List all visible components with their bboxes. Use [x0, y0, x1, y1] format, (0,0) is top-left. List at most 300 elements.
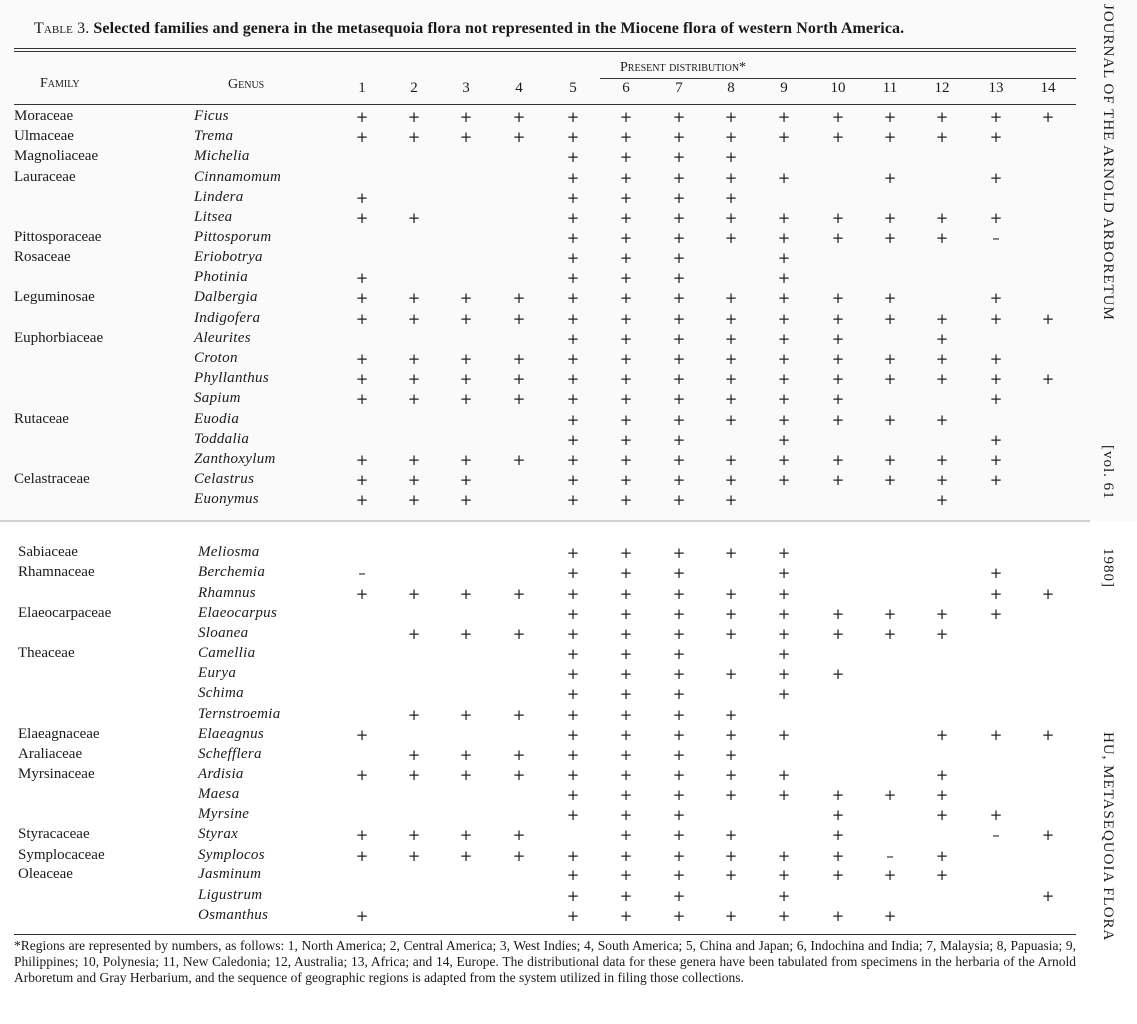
family-name: Euphorbiaceae [14, 330, 104, 346]
distribution-mark: + [407, 766, 421, 784]
distribution-mark: + [566, 706, 580, 724]
distribution-mark: + [459, 471, 473, 489]
distribution-mark: + [1041, 826, 1055, 844]
genus-name: Celastrus [194, 471, 255, 487]
distribution-mark: + [407, 390, 421, 408]
distribution-mark: + [777, 128, 791, 146]
genus-name: Euodia [194, 411, 240, 427]
distribution-mark: + [777, 269, 791, 287]
distribution-rule [600, 78, 1076, 79]
genus-header: Genus [228, 77, 265, 92]
genus-name: Euonymus [194, 491, 259, 507]
distribution-mark: + [672, 847, 686, 865]
distribution-mark: + [619, 806, 633, 824]
distribution-mark: + [724, 585, 738, 603]
genus-name: Phyllanthus [194, 370, 269, 386]
distribution-mark: + [566, 310, 580, 328]
distribution-mark: + [777, 350, 791, 368]
distribution-mark: + [777, 605, 791, 623]
distribution-mark: + [989, 585, 1003, 603]
distribution-mark: + [989, 108, 1003, 126]
distribution-mark: + [724, 491, 738, 509]
distribution-mark: + [989, 726, 1003, 744]
distribution-mark: + [566, 564, 580, 582]
distribution-mark: + [407, 706, 421, 724]
distribution-mark: + [777, 544, 791, 562]
distribution-mark: + [566, 866, 580, 884]
running-head-year: 1980] [1100, 548, 1116, 588]
distribution-mark: + [724, 209, 738, 227]
distribution-mark: + [777, 847, 791, 865]
distribution-header: Present distribution* [620, 60, 747, 75]
genus-name: Elaeagnus [198, 726, 265, 742]
distribution-mark: + [355, 826, 369, 844]
distribution-mark: + [619, 471, 633, 489]
distribution-mark: + [355, 907, 369, 925]
distribution-mark: + [831, 806, 845, 824]
distribution-mark: + [989, 390, 1003, 408]
column-header-14: 14 [1040, 80, 1056, 96]
column-header-1: 1 [358, 80, 366, 96]
family-name: Rhamnaceae [18, 564, 95, 580]
distribution-mark: + [459, 390, 473, 408]
family-header: Family [40, 76, 80, 91]
distribution-mark: + [883, 625, 897, 643]
distribution-mark: + [883, 209, 897, 227]
distribution-mark: + [724, 544, 738, 562]
distribution-mark: + [935, 605, 949, 623]
distribution-mark: + [566, 128, 580, 146]
distribution-mark: + [355, 491, 369, 509]
genus-name: Ternstroemia [198, 706, 281, 722]
distribution-mark: + [724, 370, 738, 388]
distribution-mark: + [777, 665, 791, 683]
genus-name: Eurya [198, 665, 237, 681]
distribution-mark: + [777, 209, 791, 227]
distribution-mark: + [512, 625, 526, 643]
distribution-mark: + [459, 451, 473, 469]
genus-name: Styrax [198, 826, 239, 842]
distribution-mark: + [355, 269, 369, 287]
distribution-mark: + [512, 108, 526, 126]
genus-name: Eriobotrya [194, 249, 263, 265]
distribution-mark: + [831, 411, 845, 429]
distribution-mark: + [831, 826, 845, 844]
footnote-text: *Regions are represented by numbers, as follows: 1, North America; 2, Central America; 3, West Indies; 4, South America; 5, China and Japan; 6, Indochina and India; 7, Malaysia; 8, Papuasia; 9, Philippines; 10, Polynesia; 11, New Caledonia; 12, Australia; 13, Africa; and 14, Europe. The distributional data for these genera have been tabulated from specimens in the herbaria of the Arnold Arboretum and Gray Herbarium, and the sequence of geographic regions is adapted from the system utilized in filing those collections. [14, 938, 1076, 985]
distribution-mark: + [831, 108, 845, 126]
distribution-mark: + [619, 148, 633, 166]
distribution-mark: + [672, 685, 686, 703]
distribution-mark: + [935, 209, 949, 227]
distribution-mark: + [619, 625, 633, 643]
distribution-mark: + [777, 645, 791, 663]
distribution-mark: + [355, 209, 369, 227]
genus-name: Aleurites [194, 330, 251, 346]
distribution-mark: + [459, 289, 473, 307]
distribution-mark: + [407, 847, 421, 865]
distribution-mark: + [672, 564, 686, 582]
genus-name: Meliosma [198, 544, 260, 560]
distribution-mark: + [777, 866, 791, 884]
distribution-mark: + [935, 625, 949, 643]
genus-name: Pittosporum [194, 229, 272, 245]
distribution-mark: + [566, 189, 580, 207]
distribution-mark: + [883, 289, 897, 307]
distribution-mark: + [724, 128, 738, 146]
distribution-mark: + [777, 229, 791, 247]
distribution-mark: + [512, 370, 526, 388]
distribution-mark: + [672, 766, 686, 784]
genus-name: Symplocos [198, 847, 265, 863]
distribution-mark: + [935, 847, 949, 865]
distribution-mark: – [992, 229, 1000, 247]
genus-name: Osmanthus [198, 907, 269, 923]
distribution-mark: + [831, 229, 845, 247]
distribution-mark: + [407, 310, 421, 328]
genus-name: Lindera [194, 189, 244, 205]
distribution-mark: + [566, 209, 580, 227]
distribution-mark: + [619, 128, 633, 146]
distribution-mark: + [566, 625, 580, 643]
distribution-mark: + [355, 370, 369, 388]
distribution-mark: + [672, 887, 686, 905]
genus-name: Maesa [198, 786, 240, 802]
distribution-mark: + [459, 746, 473, 764]
distribution-mark: + [619, 289, 633, 307]
distribution-mark: + [672, 128, 686, 146]
distribution-mark: + [672, 786, 686, 804]
distribution-mark: + [407, 128, 421, 146]
distribution-mark: + [619, 108, 633, 126]
distribution-mark: + [619, 847, 633, 865]
distribution-mark: + [777, 411, 791, 429]
distribution-mark: + [619, 451, 633, 469]
distribution-mark: + [566, 148, 580, 166]
distribution-mark: + [355, 189, 369, 207]
distribution-mark: + [407, 585, 421, 603]
genus-name: Schima [198, 685, 244, 701]
distribution-mark: + [407, 289, 421, 307]
distribution-mark: + [619, 350, 633, 368]
distribution-mark: + [407, 108, 421, 126]
genus-name: Indigofera [194, 310, 261, 326]
distribution-mark: + [459, 350, 473, 368]
distribution-mark: + [672, 451, 686, 469]
distribution-mark: + [672, 411, 686, 429]
distribution-mark: + [566, 605, 580, 623]
distribution-mark: + [619, 269, 633, 287]
distribution-mark: + [355, 289, 369, 307]
running-head-article: HU, METASEQUOIA FLORA [1100, 732, 1116, 942]
distribution-mark: + [355, 390, 369, 408]
table-footnote [14, 938, 1076, 986]
distribution-mark: + [989, 605, 1003, 623]
distribution-mark: + [619, 786, 633, 804]
distribution-mark: + [883, 310, 897, 328]
distribution-mark: + [619, 209, 633, 227]
distribution-mark: + [619, 685, 633, 703]
distribution-mark: + [831, 128, 845, 146]
column-header-8: 8 [727, 80, 735, 96]
distribution-mark: + [1041, 108, 1055, 126]
distribution-mark: + [566, 169, 580, 187]
distribution-mark: + [989, 350, 1003, 368]
distribution-mark: + [777, 108, 791, 126]
column-header-5: 5 [569, 80, 577, 96]
distribution-mark: + [724, 605, 738, 623]
distribution-mark: + [619, 665, 633, 683]
table-caption [34, 20, 904, 38]
distribution-mark: + [566, 806, 580, 824]
family-name: Theaceae [18, 645, 75, 661]
column-header-13: 13 [988, 80, 1004, 96]
family-name: Elaeocarpaceae [18, 605, 112, 621]
table-caption-label: Table 3. [34, 20, 90, 37]
distribution-mark: + [831, 665, 845, 683]
distribution-mark: + [672, 189, 686, 207]
distribution-mark: + [407, 471, 421, 489]
distribution-mark: + [619, 766, 633, 784]
distribution-mark: + [777, 390, 791, 408]
family-name: Myrsinaceae [18, 766, 95, 782]
distribution-mark: + [777, 685, 791, 703]
distribution-mark: + [831, 625, 845, 643]
distribution-mark: + [672, 431, 686, 449]
distribution-mark: + [672, 229, 686, 247]
distribution-mark: + [724, 907, 738, 925]
column-header-4: 4 [515, 80, 523, 96]
genus-name: Dalbergia [194, 289, 258, 305]
family-name: Araliaceae [18, 746, 83, 762]
distribution-mark: + [724, 350, 738, 368]
distribution-mark: + [619, 310, 633, 328]
distribution-mark: + [566, 685, 580, 703]
distribution-mark: + [724, 665, 738, 683]
family-name: Celastraceae [14, 471, 90, 487]
distribution-mark: + [883, 786, 897, 804]
distribution-mark: + [724, 148, 738, 166]
distribution-mark: + [566, 370, 580, 388]
distribution-mark: + [619, 370, 633, 388]
distribution-mark: + [724, 625, 738, 643]
distribution-mark: + [989, 806, 1003, 824]
distribution-mark: + [935, 451, 949, 469]
distribution-mark: + [619, 726, 633, 744]
bottom-rule [14, 934, 1076, 935]
distribution-mark: + [989, 310, 1003, 328]
distribution-mark: + [672, 269, 686, 287]
genus-name: Sloanea [198, 625, 249, 641]
genus-name: Schefflera [198, 746, 262, 762]
genus-name: Elaeocarpus [198, 605, 278, 621]
distribution-mark: + [355, 108, 369, 126]
distribution-mark: + [831, 310, 845, 328]
distribution-mark: + [777, 431, 791, 449]
distribution-mark: + [777, 249, 791, 267]
distribution-mark: + [989, 451, 1003, 469]
distribution-mark: + [777, 289, 791, 307]
distribution-mark: + [935, 786, 949, 804]
distribution-mark: + [512, 451, 526, 469]
distribution-mark: + [355, 451, 369, 469]
family-name: Moraceae [14, 108, 74, 124]
genus-name: Cinnamomum [194, 169, 282, 185]
distribution-mark: + [407, 209, 421, 227]
family-name: Styracaceae [18, 826, 90, 842]
distribution-mark: + [777, 370, 791, 388]
distribution-mark: + [724, 706, 738, 724]
distribution-mark: + [566, 786, 580, 804]
genus-name: Ardisia [198, 766, 244, 782]
family-name: Symplocaceae [18, 847, 105, 863]
distribution-mark: + [512, 706, 526, 724]
distribution-mark: + [777, 887, 791, 905]
distribution-mark: + [459, 706, 473, 724]
distribution-mark: + [777, 310, 791, 328]
distribution-mark: + [672, 108, 686, 126]
distribution-mark: + [831, 866, 845, 884]
family-name: Oleaceae [18, 866, 73, 882]
distribution-mark: + [883, 471, 897, 489]
genus-name: Camellia [198, 645, 256, 661]
distribution-mark: + [777, 471, 791, 489]
distribution-mark: + [672, 645, 686, 663]
distribution-mark: + [459, 370, 473, 388]
distribution-mark: + [883, 169, 897, 187]
page-break [0, 520, 1090, 522]
top-rule [14, 48, 1076, 49]
distribution-mark: – [886, 847, 894, 865]
distribution-mark: + [935, 310, 949, 328]
distribution-mark: + [724, 786, 738, 804]
distribution-mark: + [619, 491, 633, 509]
distribution-mark: + [619, 229, 633, 247]
distribution-mark: + [883, 370, 897, 388]
genus-name: Photinia [194, 269, 249, 285]
distribution-mark: + [619, 390, 633, 408]
distribution-mark: + [883, 108, 897, 126]
distribution-mark: + [777, 766, 791, 784]
table-caption-text: Selected families and genera in the metasequoia flora not represented in the Miocene flora of western North America. [93, 20, 905, 37]
running-head-journal: JOURNAL OF THE ARNOLD ARBORETUM [1100, 4, 1116, 321]
distribution-mark: + [459, 826, 473, 844]
distribution-mark: + [459, 766, 473, 784]
distribution-mark: + [459, 491, 473, 509]
distribution-mark: + [935, 370, 949, 388]
distribution-mark: + [566, 645, 580, 663]
distribution-mark: + [619, 169, 633, 187]
distribution-mark: + [355, 585, 369, 603]
distribution-mark: + [724, 229, 738, 247]
distribution-mark: + [883, 411, 897, 429]
column-header-11: 11 [882, 80, 898, 96]
distribution-mark: + [566, 544, 580, 562]
distribution-mark: + [619, 330, 633, 348]
distribution-mark: + [724, 108, 738, 126]
distribution-mark: + [831, 786, 845, 804]
distribution-mark: + [724, 726, 738, 744]
distribution-mark: + [989, 370, 1003, 388]
distribution-mark: + [566, 766, 580, 784]
distribution-mark: + [935, 866, 949, 884]
distribution-mark: + [672, 665, 686, 683]
header-rule [14, 104, 1076, 105]
genus-name: Zanthoxylum [194, 451, 276, 467]
distribution-mark: + [1041, 370, 1055, 388]
distribution-mark: + [989, 564, 1003, 582]
distribution-mark: + [831, 471, 845, 489]
distribution-mark: + [355, 726, 369, 744]
distribution-mark: + [619, 866, 633, 884]
distribution-mark: + [672, 330, 686, 348]
distribution-mark: + [566, 330, 580, 348]
distribution-mark: + [935, 411, 949, 429]
distribution-mark: + [566, 431, 580, 449]
distribution-mark: + [935, 350, 949, 368]
distribution-mark: + [672, 350, 686, 368]
distribution-mark: + [512, 350, 526, 368]
distribution-mark: + [355, 847, 369, 865]
genus-name: Myrsine [198, 806, 250, 822]
distribution-mark: + [512, 746, 526, 764]
distribution-mark: + [566, 907, 580, 925]
distribution-mark: + [672, 390, 686, 408]
distribution-mark: + [512, 847, 526, 865]
genus-name: Rhamnus [198, 585, 256, 601]
distribution-mark: + [512, 289, 526, 307]
distribution-mark: + [566, 350, 580, 368]
family-name: Rosaceae [14, 249, 71, 265]
distribution-mark: + [1041, 310, 1055, 328]
distribution-mark: + [566, 108, 580, 126]
distribution-mark: + [1041, 726, 1055, 744]
distribution-mark: + [512, 826, 526, 844]
genus-name: Jasminum [198, 866, 262, 882]
distribution-mark: + [512, 390, 526, 408]
distribution-mark: + [883, 128, 897, 146]
distribution-mark: + [831, 330, 845, 348]
distribution-mark: + [883, 350, 897, 368]
distribution-mark: + [355, 766, 369, 784]
distribution-mark: + [566, 726, 580, 744]
distribution-mark: + [566, 585, 580, 603]
family-name: Lauraceae [14, 169, 76, 185]
distribution-mark: + [672, 605, 686, 623]
distribution-mark: + [724, 289, 738, 307]
distribution-mark: + [566, 229, 580, 247]
distribution-mark: + [777, 786, 791, 804]
genus-name: Sapium [194, 390, 241, 406]
distribution-mark: + [724, 189, 738, 207]
distribution-mark: + [935, 766, 949, 784]
family-name: Rutaceae [14, 411, 69, 427]
distribution-mark: + [619, 746, 633, 764]
distribution-mark: + [566, 249, 580, 267]
distribution-mark: + [459, 108, 473, 126]
distribution-mark: + [459, 128, 473, 146]
distribution-mark: + [935, 229, 949, 247]
distribution-mark: + [883, 605, 897, 623]
distribution-mark: + [724, 451, 738, 469]
distribution-mark: + [512, 766, 526, 784]
column-header-7: 7 [675, 80, 683, 96]
top-rule-2 [14, 51, 1076, 52]
distribution-mark: + [619, 907, 633, 925]
distribution-mark: + [512, 310, 526, 328]
distribution-mark: + [459, 625, 473, 643]
distribution-mark: + [459, 585, 473, 603]
distribution-mark: + [724, 330, 738, 348]
